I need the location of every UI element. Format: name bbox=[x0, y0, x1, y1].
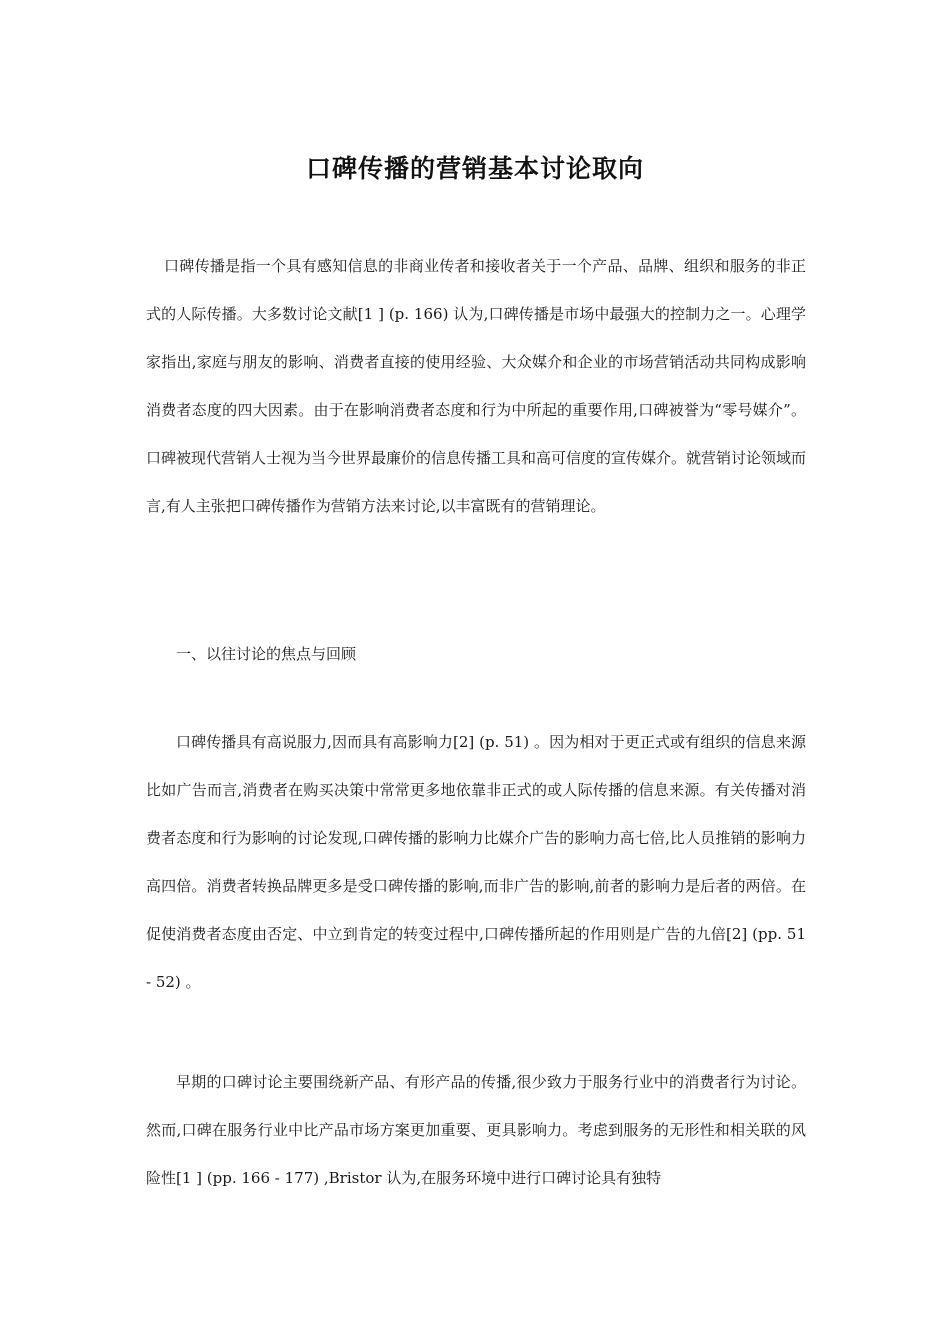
section-heading: 一、以往讨论的焦点与回顾 bbox=[176, 645, 357, 663]
document-title: 口碑传播的营销基本讨论取向 bbox=[305, 153, 644, 183]
paragraph-influence: 口碑传播具有高说服力,因而具有高影响力[2] (p. 51) 。因为相对于更正式或有组织的信息来源比如广告而言,消费者在购买决策中常常更多地依靠非正式的或人际传播的信息来源。有关传播对消费者态度和行为影响的讨论发现,口碑传播的影响力比媒介广告的影响力高七倍,比人员推销的影响力高四倍。消费者转换品牌更多是受口碑传播的影响,而非广告的影响,前者的影响力是后者的两倍。在促使消费者态度由否定、中立到肯定的转变过程中,口碑传播所起的作用则是广告的九倍[2] (pp. 51 - 52) 。 bbox=[146, 733, 806, 991]
paragraph-services: 早期的口碑讨论主要围绕新产品、有形产品的传播,很少致力于服务行业中的消费者行为讨论。然而,口碑在服务行业中比产品市场方案更加重要、更具影响力。考虑到服务的无形性和相关联的风险性[1 ] (pp. 166 - 177) ,Bristor 认为,在服务环境中进行口碑讨论具有独特 bbox=[146, 1073, 806, 1187]
paragraph-intro: 口碑传播是指一个具有感知信息的非商业传者和接收者关于一个产品、品牌、组织和服务的非正式的人际传播。大多数讨论文献[1 ] (p. 166) 认为,口碑传播是市场中最强大的控制力之一。心理学家指出,家庭与朋友的影响、消费者直接的使用经验、大众媒介和企业的市场营销活动共同构成影响消费者态度的四大因素。由于在影响消费者态度和行为中所起的重要作用,口碑被誉为“零号媒介”。口碑被现代营销人士视为当今世界最廉价的信息传播工具和高可信度的宣传媒介。就营销讨论领域而言,有人主张把口碑传播作为营销方法来讨论,以丰富既有的营销理论。 bbox=[146, 257, 807, 515]
